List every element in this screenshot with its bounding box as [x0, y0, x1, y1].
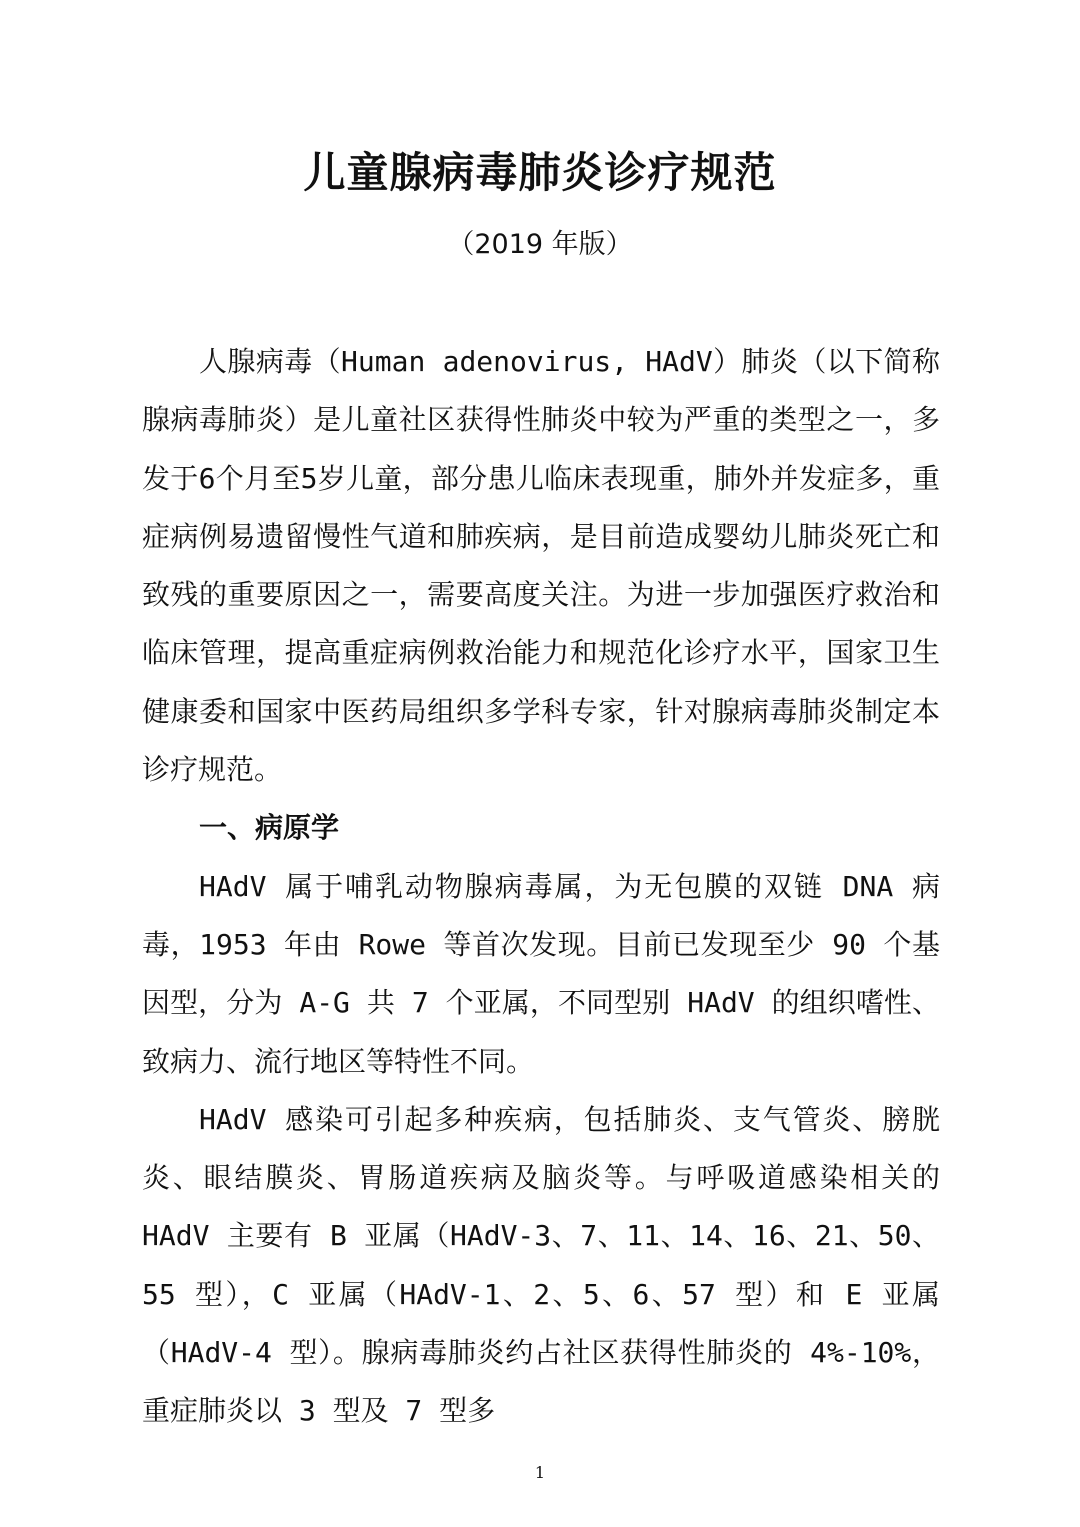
- section-heading-etiology: 一、病原学: [199, 811, 340, 845]
- etiology-paragraph-2: HAdV 感染可引起多种疾病，包括肺炎、支气管炎、膀胱炎、眼结膜炎、胃肠道疾病及脑炎等。与呼吸道感染相关的 HAdV 主要有 B 亚属（HAdV-3、7、11、14、16、21、50、55 型），C 亚属（HAdV-1、2、5、6、57 型）和 E 亚属（HAdV-4 型）。腺病毒肺炎约占社区获得性肺炎的 4%-10%，重症肺炎以 3 型及 7 型多: [142, 1102, 940, 1428]
- document-title: 儿童腺病毒肺炎诊疗规范: [303, 148, 777, 197]
- page-number: 1: [534, 1463, 546, 1482]
- document-body: [142, 333, 940, 1441]
- document-edition: （2019 年版）: [447, 229, 633, 260]
- intro-paragraph: 人腺病毒（Human adenovirus, HAdV）肺炎（以下简称腺病毒肺炎）是儿童社区获得性肺炎中较为严重的类型之一，多发于6个月至5岁儿童，部分患儿临床表现重，肺外并发症多，重症病例易遗留慢性气道和肺疾病，是目前造成婴幼儿肺炎死亡和致残的重要原因之一，需要高度关注。为进一步加强医疗救治和临床管理，提高重症病例救治能力和规范化诊疗水平，国家卫生健康委和国家中医药局组织多学科专家，针对腺病毒肺炎制定本诊疗规范。: [142, 345, 940, 787]
- etiology-paragraph-1: HAdV 属于哺乳动物腺病毒属，为无包膜的双链 DNA 病毒，1953 年由 Rowe 等首次发现。目前已发现至少 90 个基因型，分为 A-G 共 7 个亚属，不同型别 HAdV 的组织嗜性、致病力、流行地区等特性不同。: [142, 869, 940, 1078]
